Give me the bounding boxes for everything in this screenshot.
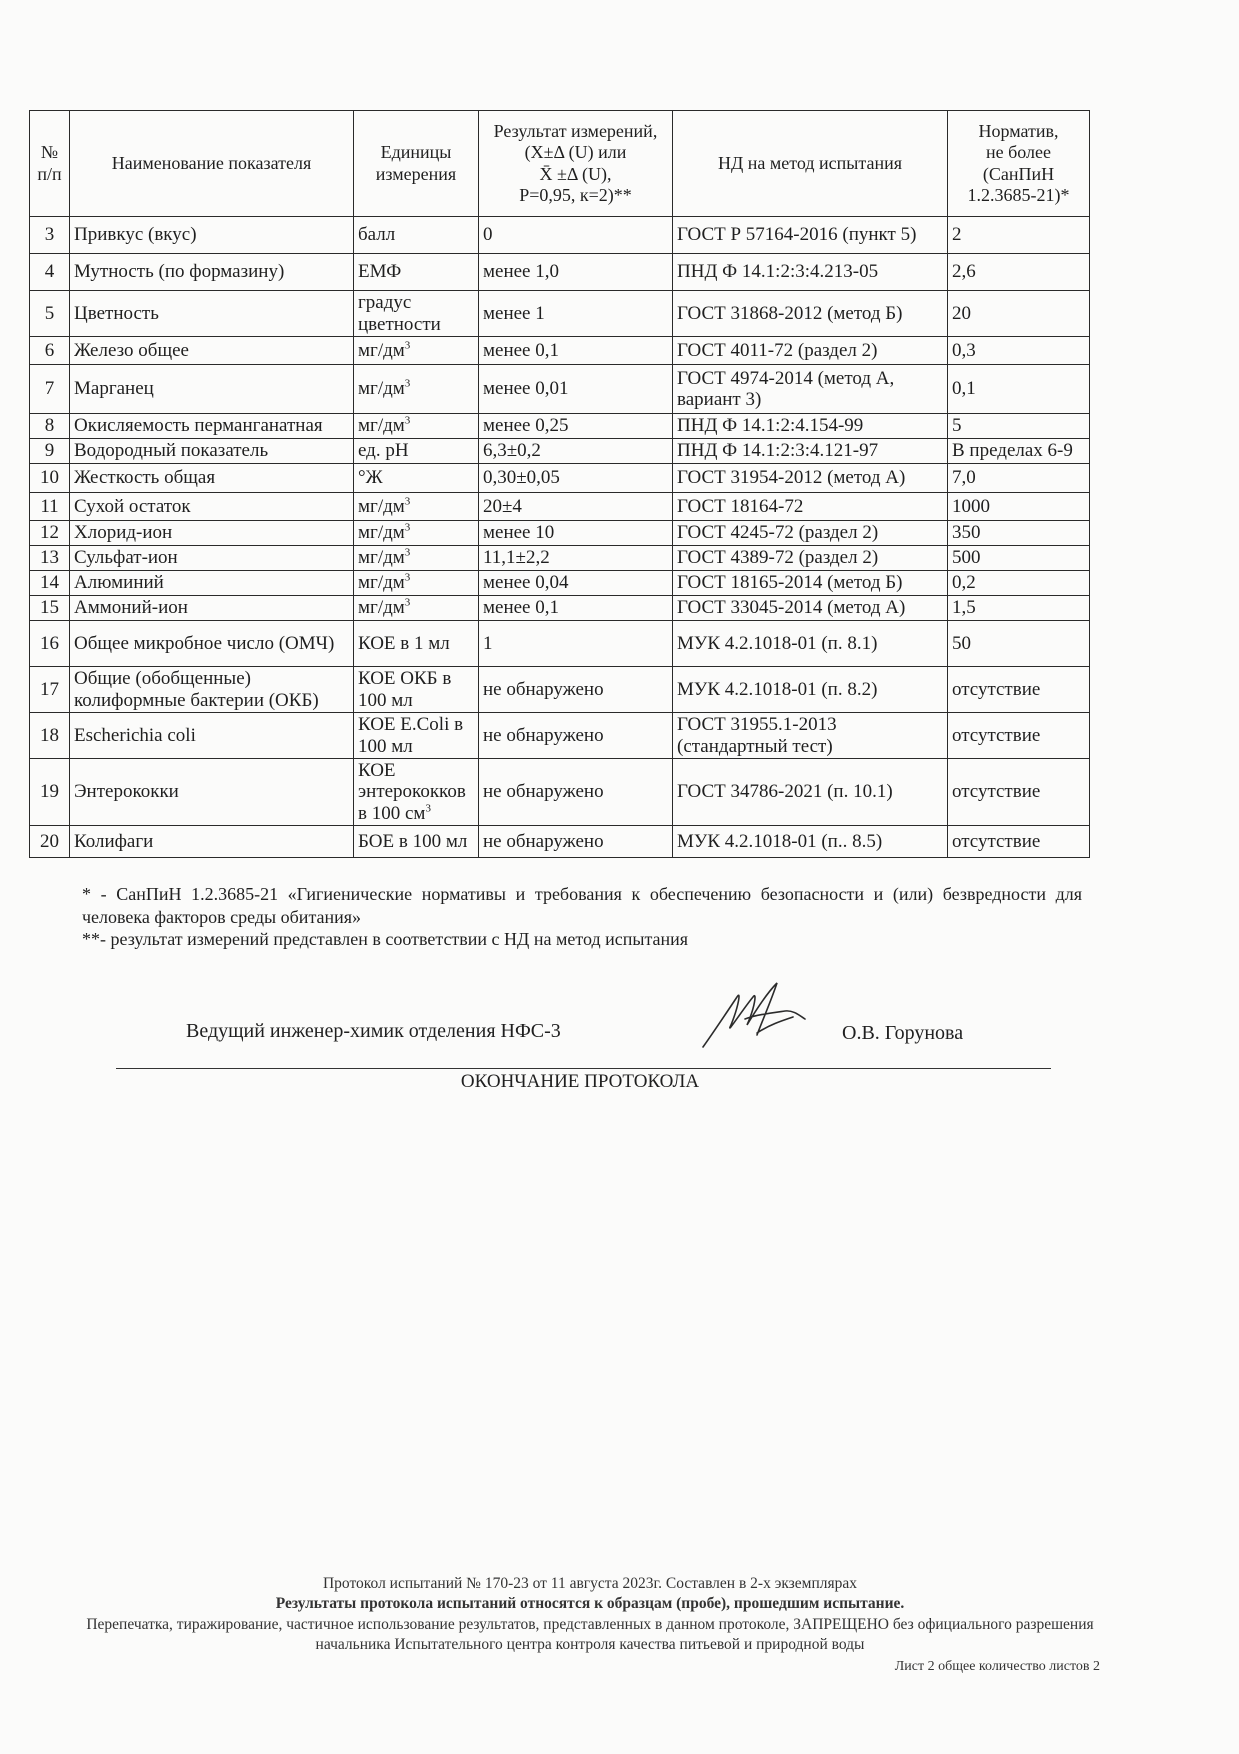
unit-cell: градус цветности [354, 291, 479, 337]
table-row [30, 713, 1090, 759]
method-cell: МУК 4.2.1018-01 (п.. 8.5) [673, 825, 948, 857]
method-cell: ГОСТ 18165-2014 (метод Б) [673, 571, 948, 596]
table-row [30, 365, 1090, 414]
row-number-cell: 13 [30, 546, 70, 571]
result-cell: менее 1,0 [479, 254, 673, 291]
table-row [30, 291, 1090, 337]
result-cell: 11,1±2,2 [479, 546, 673, 571]
table-row [30, 414, 1090, 439]
page-footer [80, 1574, 1100, 1676]
result-cell: 0,30±0,05 [479, 464, 673, 493]
header-result-line: (X±Δ (U) или [524, 142, 627, 163]
table-row [30, 596, 1090, 621]
unit-superscript: 3 [404, 547, 411, 560]
signatory-name: О.В. Горунова [842, 1022, 964, 1044]
table-row [30, 825, 1090, 857]
header-norm-line: не более [985, 142, 1051, 163]
row-number-cell: 20 [30, 825, 70, 857]
unit-superscript: 3 [404, 495, 411, 508]
indicator-name-cell: Алюминий [70, 571, 354, 596]
row-number-cell: 9 [30, 439, 70, 464]
indicator-name-cell: Марганец [70, 365, 354, 414]
norm-cell: отсутствие [948, 759, 1090, 826]
unit-superscript: 3 [425, 802, 431, 815]
footnote-results: **- результат измерений представлен в соответствии с НД на метод испытания [82, 929, 689, 949]
method-cell: ГОСТ 4011-72 (раздел 2) [673, 337, 948, 365]
footnotes [82, 883, 1082, 951]
norm-cell: 2 [948, 217, 1090, 254]
header-method: НД на метод испытания [673, 111, 948, 217]
row-number-cell: 14 [30, 571, 70, 596]
result-cell: не обнаружено [479, 759, 673, 826]
result-cell: менее 0,25 [479, 414, 673, 439]
result-cell: не обнаружено [479, 825, 673, 857]
result-cell: менее 10 [479, 521, 673, 546]
method-cell: ПНД Ф 14.1:2:3:4.213-05 [673, 254, 948, 291]
table-body [30, 217, 1090, 858]
table-row [30, 667, 1090, 713]
row-number-cell: 8 [30, 414, 70, 439]
header-result-line: X̄ ±Δ (U), [539, 163, 612, 184]
unit-cell: КОЕ в 1 мл [354, 621, 479, 667]
indicator-name-cell: Escherichia coli [70, 713, 354, 759]
table-row [30, 337, 1090, 365]
footer-copyright-note: Перепечатка, тиражирование, частичное использование результатов, представленных в данном протоколе, ЗАПРЕЩЕНО без официального разрешения начальника Испытательного центра контроля качества питьевой и природной воды [86, 1615, 1094, 1654]
norm-cell: 20 [948, 291, 1090, 337]
footer-results-note: Результаты протокола испытаний относятся к образцам (пробе), прошедшим испытание. [275, 1595, 905, 1613]
unit-cell: $мг/дм^3$ [354, 596, 479, 621]
end-of-protocol-label: ОКОНЧАНИЕ ПРОТОКОЛА [460, 1071, 700, 1092]
indicator-name-cell: Общее микробное число (ОМЧ) [70, 621, 354, 667]
result-cell: 20±4 [479, 493, 673, 521]
unit-cell: КОЕ E.Coli в 100 мл [354, 713, 479, 759]
result-cell: не обнаружено [479, 667, 673, 713]
indicator-name-cell: Хлорид-ион [70, 521, 354, 546]
table-row [30, 217, 1090, 254]
result-cell: менее 1 [479, 291, 673, 337]
results-table [29, 110, 1090, 858]
indicator-name-cell: Водородный показатель [70, 439, 354, 464]
method-cell: МУК 4.2.1018-01 (п. 8.2) [673, 667, 948, 713]
header-norm-line: Норматив, [978, 121, 1059, 142]
indicator-name-cell: Энтерококки [70, 759, 354, 826]
norm-cell: 0,3 [948, 337, 1090, 365]
norm-cell: 0,2 [948, 571, 1090, 596]
signatory-position: Ведущий инженер-химик отделения НФС-3 [186, 1020, 561, 1042]
indicator-name-cell: Мутность (по формазину) [70, 254, 354, 291]
norm-cell: 1000 [948, 493, 1090, 521]
table-row [30, 571, 1090, 596]
indicator-name-cell: Сухой остаток [70, 493, 354, 521]
norm-cell: 0,1 [948, 365, 1090, 414]
norm-cell: отсутствие [948, 667, 1090, 713]
row-number-cell: 18 [30, 713, 70, 759]
method-cell: ПНД Ф 14.1:2:3:4.121-97 [673, 439, 948, 464]
header-norm [948, 111, 1090, 217]
norm-cell: отсутствие [948, 825, 1090, 857]
unit-superscript: 3 [404, 378, 411, 391]
indicator-name-cell: Колифаги [70, 825, 354, 857]
unit-cell: $мг/дм^3$ [354, 521, 479, 546]
unit-cell: $мг/дм^3$ [354, 571, 479, 596]
footer-sheet-count: Лист 2 общее количество листов 2 [894, 1658, 1100, 1674]
method-cell: ПНД Ф 14.1:2:4.154-99 [673, 414, 948, 439]
row-number-cell: 7 [30, 365, 70, 414]
unit-cell: $мг/дм^3$ [354, 414, 479, 439]
indicator-name-cell: Аммоний-ион [70, 596, 354, 621]
row-number-cell: 4 [30, 254, 70, 291]
result-cell: менее 0,04 [479, 571, 673, 596]
row-number-cell: 19 [30, 759, 70, 826]
table-row [30, 521, 1090, 546]
indicator-name-cell: Железо общее [70, 337, 354, 365]
unit-cell: ЕМФ [354, 254, 479, 291]
unit-superscript: 3 [404, 522, 411, 535]
result-cell: не обнаружено [479, 713, 673, 759]
result-cell: менее 0,01 [479, 365, 673, 414]
indicator-name-cell: Сульфат-ион [70, 546, 354, 571]
unit-cell: $мг/дм^3$ [354, 337, 479, 365]
unit-cell: $мг/дм^3$ [354, 546, 479, 571]
header-name: Наименование показателя [70, 111, 354, 217]
method-cell: ГОСТ 31955.1-2013 (стандартный тест) [673, 713, 948, 759]
header-norm-line: 1.2.3685-21)* [967, 184, 1070, 205]
method-cell: МУК 4.2.1018-01 (п. 8.1) [673, 621, 948, 667]
row-number-cell: 12 [30, 521, 70, 546]
table-row [30, 546, 1090, 571]
method-cell: ГОСТ 34786-2021 (п. 10.1) [673, 759, 948, 826]
unit-cell: КОЕ энтерококков в 100 $см^3$ [354, 759, 479, 826]
row-number-cell: 6 [30, 337, 70, 365]
unit-superscript: 3 [404, 339, 411, 352]
row-number-cell: 15 [30, 596, 70, 621]
footnote-sanpin: * - СанПиН 1.2.3685-21 «Гигиенические нормативы и требования к обеспечению безопасности и (или) безвредности для человека факторов среды обитания» [82, 884, 1082, 927]
handwritten-signature [695, 975, 825, 1055]
table-row [30, 464, 1090, 493]
indicator-name-cell: Общие (обобщенные) колиформные бактерии (ОКБ) [70, 667, 354, 713]
footer-protocol-info: Протокол испытаний № 170-23 от 11 августа 2023г. Составлен в 2-х экземплярах [322, 1575, 858, 1592]
indicator-name-cell: Окисляемость перманганатная [70, 414, 354, 439]
table-row [30, 621, 1090, 667]
result-cell: 6,3±0,2 [479, 439, 673, 464]
result-cell: менее 0,1 [479, 337, 673, 365]
norm-cell: 2,6 [948, 254, 1090, 291]
method-cell: ГОСТ 4389-72 (раздел 2) [673, 546, 948, 571]
unit-cell: ед. рН [354, 439, 479, 464]
norm-cell: 50 [948, 621, 1090, 667]
unit-cell: балл [354, 217, 479, 254]
table-header-row [30, 111, 1090, 217]
norm-cell: 7,0 [948, 464, 1090, 493]
norm-cell: 1,5 [948, 596, 1090, 621]
signature-divider [116, 1068, 1051, 1069]
method-cell: ГОСТ 31868-2012 (метод Б) [673, 291, 948, 337]
table-row [30, 254, 1090, 291]
method-cell: ГОСТ 4974-2014 (метод А, вариант 3) [673, 365, 948, 414]
header-result [479, 111, 673, 217]
header-num: № п/п [30, 111, 70, 217]
unit-cell: °Ж [354, 464, 479, 493]
unit-superscript: 3 [404, 415, 411, 428]
method-cell: ГОСТ 33045-2014 (метод А) [673, 596, 948, 621]
method-cell: ГОСТ 4245-72 (раздел 2) [673, 521, 948, 546]
table-row [30, 493, 1090, 521]
header-norm-line: (СанПиН [982, 163, 1055, 184]
table-row [30, 439, 1090, 464]
norm-cell: В пределах 6-9 [948, 439, 1090, 464]
norm-cell: 5 [948, 414, 1090, 439]
unit-superscript: 3 [404, 597, 411, 610]
result-cell: 1 [479, 621, 673, 667]
norm-cell: 350 [948, 521, 1090, 546]
row-number-cell: 16 [30, 621, 70, 667]
indicator-name-cell: Цветность [70, 291, 354, 337]
method-cell: ГОСТ 18164-72 [673, 493, 948, 521]
result-cell: 0 [479, 217, 673, 254]
indicator-name-cell: Жесткость общая [70, 464, 354, 493]
norm-cell: отсутствие [948, 713, 1090, 759]
header-result-line: Результат измерений, [493, 121, 658, 142]
method-cell: ГОСТ Р 57164-2016 (пункт 5) [673, 217, 948, 254]
unit-superscript: 3 [404, 572, 411, 585]
unit-cell: КОЕ ОКБ в 100 мл [354, 667, 479, 713]
norm-cell: 500 [948, 546, 1090, 571]
header-result-line: P=0,95, к=2)** [519, 184, 632, 205]
unit-cell: БОЕ в 100 мл [354, 825, 479, 857]
row-number-cell: 10 [30, 464, 70, 493]
row-number-cell: 11 [30, 493, 70, 521]
row-number-cell: 5 [30, 291, 70, 337]
unit-cell: $мг/дм^3$ [354, 493, 479, 521]
method-cell: ГОСТ 31954-2012 (метод А) [673, 464, 948, 493]
result-cell: менее 0,1 [479, 596, 673, 621]
row-number-cell: 17 [30, 667, 70, 713]
header-unit: Единицы измерения [354, 111, 479, 217]
unit-cell: $мг/дм^3$ [354, 365, 479, 414]
indicator-name-cell: Привкус (вкус) [70, 217, 354, 254]
row-number-cell: 3 [30, 217, 70, 254]
table-row [30, 759, 1090, 826]
